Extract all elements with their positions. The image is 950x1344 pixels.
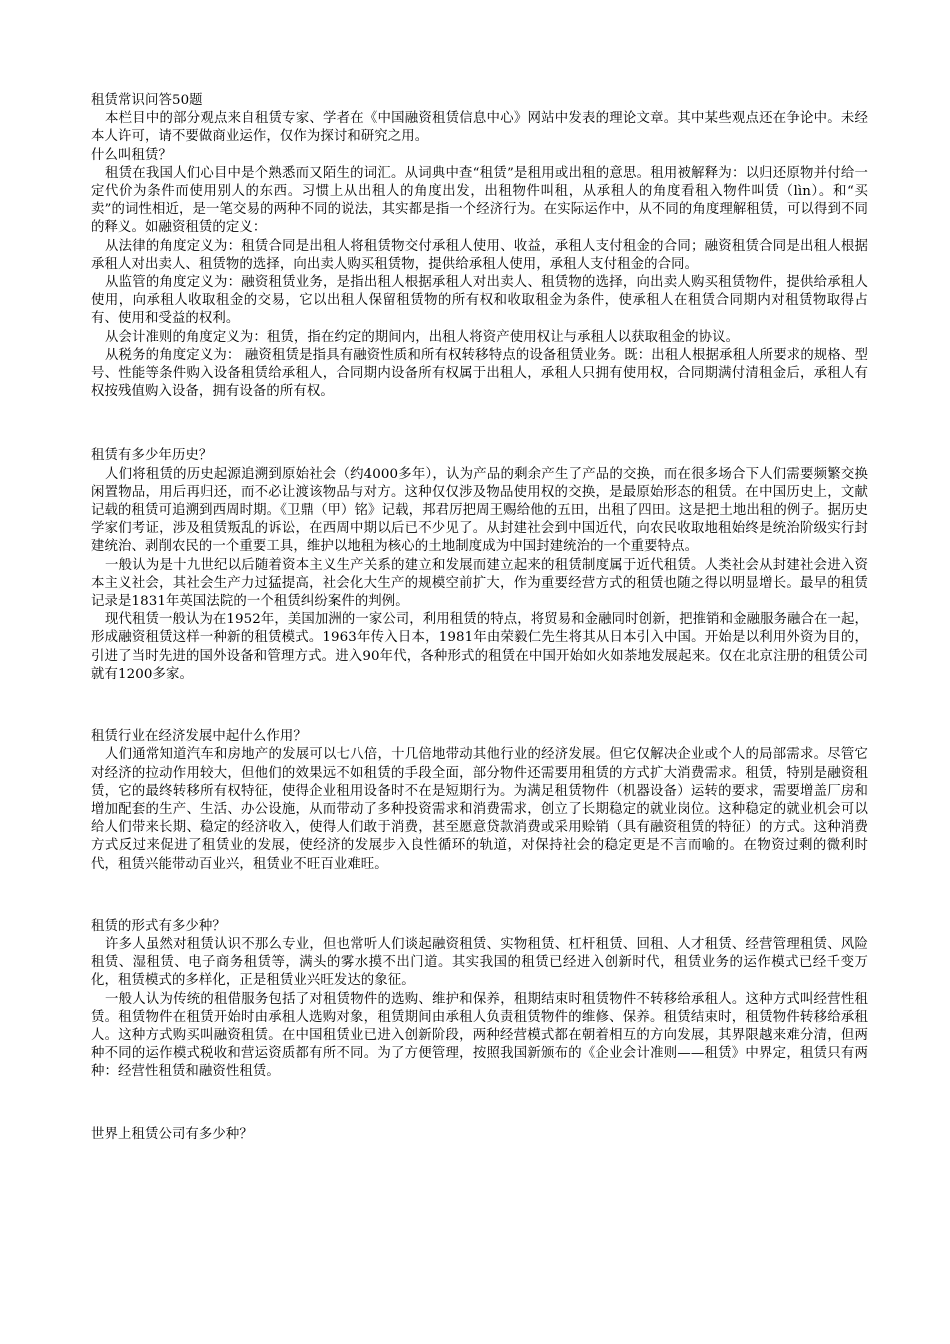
section-spacer	[91, 874, 868, 918]
section-heading: 租赁的形式有多少种？	[91, 918, 226, 934]
paragraph: 许多人虽然对租赁认识不那么专业，但也常听人们谈起融资租赁、实物租赁、杠杆租赁、回租、人才租赁、经营管理租赁、风险租赁、湿租赁、电子商务租赁等，满头的雾水摸不出门道。其实我国的租赁已经进入创新时代，租赁业务的运作模式已经千变万化，租赁模式的多样化，正是租赁业兴旺发达的象征。	[91, 936, 868, 989]
paragraph: 从会计准则的角度定义为：租赁，指在约定的期间内，出租人将资产使用权让与承租人以获取租金的协议。	[105, 329, 740, 345]
document-body	[91, 92, 868, 1144]
paragraph: 租赁在我国人们心目中是个熟悉而又陌生的词汇。从词典中查“租赁”是租用或出租的意思。租用被解释为：以归还原物并付给一定代价为条件而使用别人的东西。习惯上从出租人的角度出发，出租物件叫租，从承租人的角度看租入物件叫赁（lìn）。和“买卖”的词性相近，是一笔交易的两种不同的说法，其实都是指一个经济行为。在实际运作中，从不同的角度理解租赁，可以得到不同的释义。如融资租赁的定义：	[91, 165, 868, 236]
section-spacer	[91, 401, 868, 447]
section-spacer	[91, 684, 868, 728]
paragraph: 人们通常知道汽车和房地产的发展可以七八倍，十几倍地带动其他行业的经济发展。但它仅解决企业或个人的局部需求。尽管它对经济的拉动作用较大，但他们的效果远不如租赁的手段全面，部分物件还需要用租赁的方式扩大消费需求。租赁，特别是融资租赁，它的最终转移所有权特征，使得企业租用设备时不在是短期行为。为满足租赁物件（机器设备）运转的要求，需要增盖厂房和增加配套的生产、生活、办公设施，从而带动了多种投资需求和消费需求，创立了长期稳定的就业岗位。这种稳定的就业机会可以给人们带来长期、稳定的经济收入，使得人们敢于消费，甚至愿意贷款消费或采用赊销（具有融资租赁的特征）的方式。这种消费方式反过来促进了租赁业的发展，使经济的发展步入良性循环的轨道，对保持社会的稳定更是不言而喻的。在物资过剩的微利时代，租赁兴能带动百业兴，租赁业不旺百业难旺。	[91, 747, 868, 872]
paragraph: 一般认为是十九世纪以后随着资本主义生产关系的建立和发展而建立起来的租赁制度属于近代租赁。人类社会从封建社会进入资本主义社会，其社会生产力过猛提高，社会化大生产的规模空前扩大，作为重要经营方式的租赁也随之得以明显增长。最早的租赁记录是1831年英国法院的一个租赁纠纷案件的判例。	[91, 557, 868, 610]
section-spacer	[91, 1082, 868, 1126]
section-leasing-companies	[91, 1126, 868, 1144]
section-leasing-forms	[91, 918, 868, 1082]
paragraph: 一般人认为传统的租借服务包括了对租赁物件的选购、维护和保养，租期结束时租赁物件不转移给承租人。这种方式叫经营性租赁。租赁物件在租赁开始时由承租人选购对象，租赁期间由承租人负责租赁物件的维修、保养。租赁结束时，租赁物件转移给承租人。这种方式购买叫融资租赁。在中国租赁业已进入创新阶段，两种经营模式都在朝着相互的方向发展，其界限越来难分清，但两种不同的运作模式税收和营运资质都有所不同。为了方便管理，按照我国新颁布的《企业会计准则——租赁》中界定，租赁只有两种：经营性租赁和融资性租赁。	[91, 991, 868, 1080]
document-title: 租赁常识问答50题	[91, 93, 203, 108]
section-economic-role	[91, 728, 868, 874]
paragraph: 现代租赁一般认为在1952年，美国加洲的一家公司，利用租赁的特点，将贸易和金融同时创新，把推销和金融服务融合在一起，形成融资租赁这样一种新的租赁模式。1963年传入日本，1981年由荣毅仁先生将其从日本引入中国。开始是以利用外资为目的，引进了当时先进的国外设备和管理方式。进入90年代，各种形式的租赁在中国开始如火如荼地发展起来。仅在北京注册的租赁公司就有1200多家。	[91, 612, 868, 682]
paragraph: 从税务的角度定义为： 融资租赁是指具有融资性质和所有权转移特点的设备租赁业务。既：出租人根据承租人所要求的规格、型号、性能等条件购入设备租赁给承租人，合同期内设备所有权属于出租人，承租人只拥有使用权，合同期满付清租金后，承租人有权按残值购入设备，拥有设备的所有权。	[91, 347, 868, 400]
section-heading: 租赁有多少年历史？	[91, 448, 213, 464]
paragraph: 人们将租赁的历史起源追溯到原始社会（约4000多年），认为产品的剩余产生了产品的交换，而在很多场合下人们需要频繁交换闲置物品，用后再归还，而不必让渡该物品与对方。这种仅仅涉及物品使用权的交换，是最原始形态的租赁。在中国历史上，文献记载的租赁可追溯到西周时期。《卫鼎（甲）铭》记载，邦君厉把周王赐给他的五田，出租了四田。这是把土地出租的例子。据历史学家们考证，涉及租赁叛乱的诉讼，在西周中期以后已不少见了。从封建社会到中国近代，向农民收取地租始终是统治阶级实行封建统治、剥削农民的一个重要工具，维护以地租为核心的土地制度成为中国封建统治的一个重要特点。	[91, 466, 868, 555]
paragraph: 从法律的角度定义为：租赁合同是出租人将租赁物交付承租人使用、收益，承租人支付租金的合同；融资租赁合同是出租人根据承租人对出卖人、租赁物的选择，向出卖人购买租赁物，提供给承租人使用，承租人支付租金的合同。	[91, 238, 868, 272]
intro-paragraph: 本栏目中的部分观点来自租赁专家、学者在《中国融资租赁信息中心》网站中发表的理论文章。其中某些观点还在争论中。未经本人许可，请不要做商业运作，仅作为探讨和研究之用。	[91, 111, 868, 145]
section-heading: 世界上租赁公司有多少种？	[91, 1126, 253, 1142]
section-what-is-leasing	[91, 147, 868, 402]
section-heading: 租赁行业在经济发展中起什么作用？	[91, 729, 307, 745]
section-heading: 什么叫租赁？	[91, 147, 172, 163]
paragraph: 从监管的角度定义为：融资租赁业务，是指出租人根据承租人对出卖人、租赁物的选择，向出卖人购买租赁物件，提供给承租人使用，向承租人收取租金的交易，它以出租人保留租赁物的所有权和收取租金为条件，使承租人在租赁合同期内对租赁物取得占有、使用和受益的权利。	[91, 275, 868, 327]
section-leasing-history	[91, 447, 868, 684]
